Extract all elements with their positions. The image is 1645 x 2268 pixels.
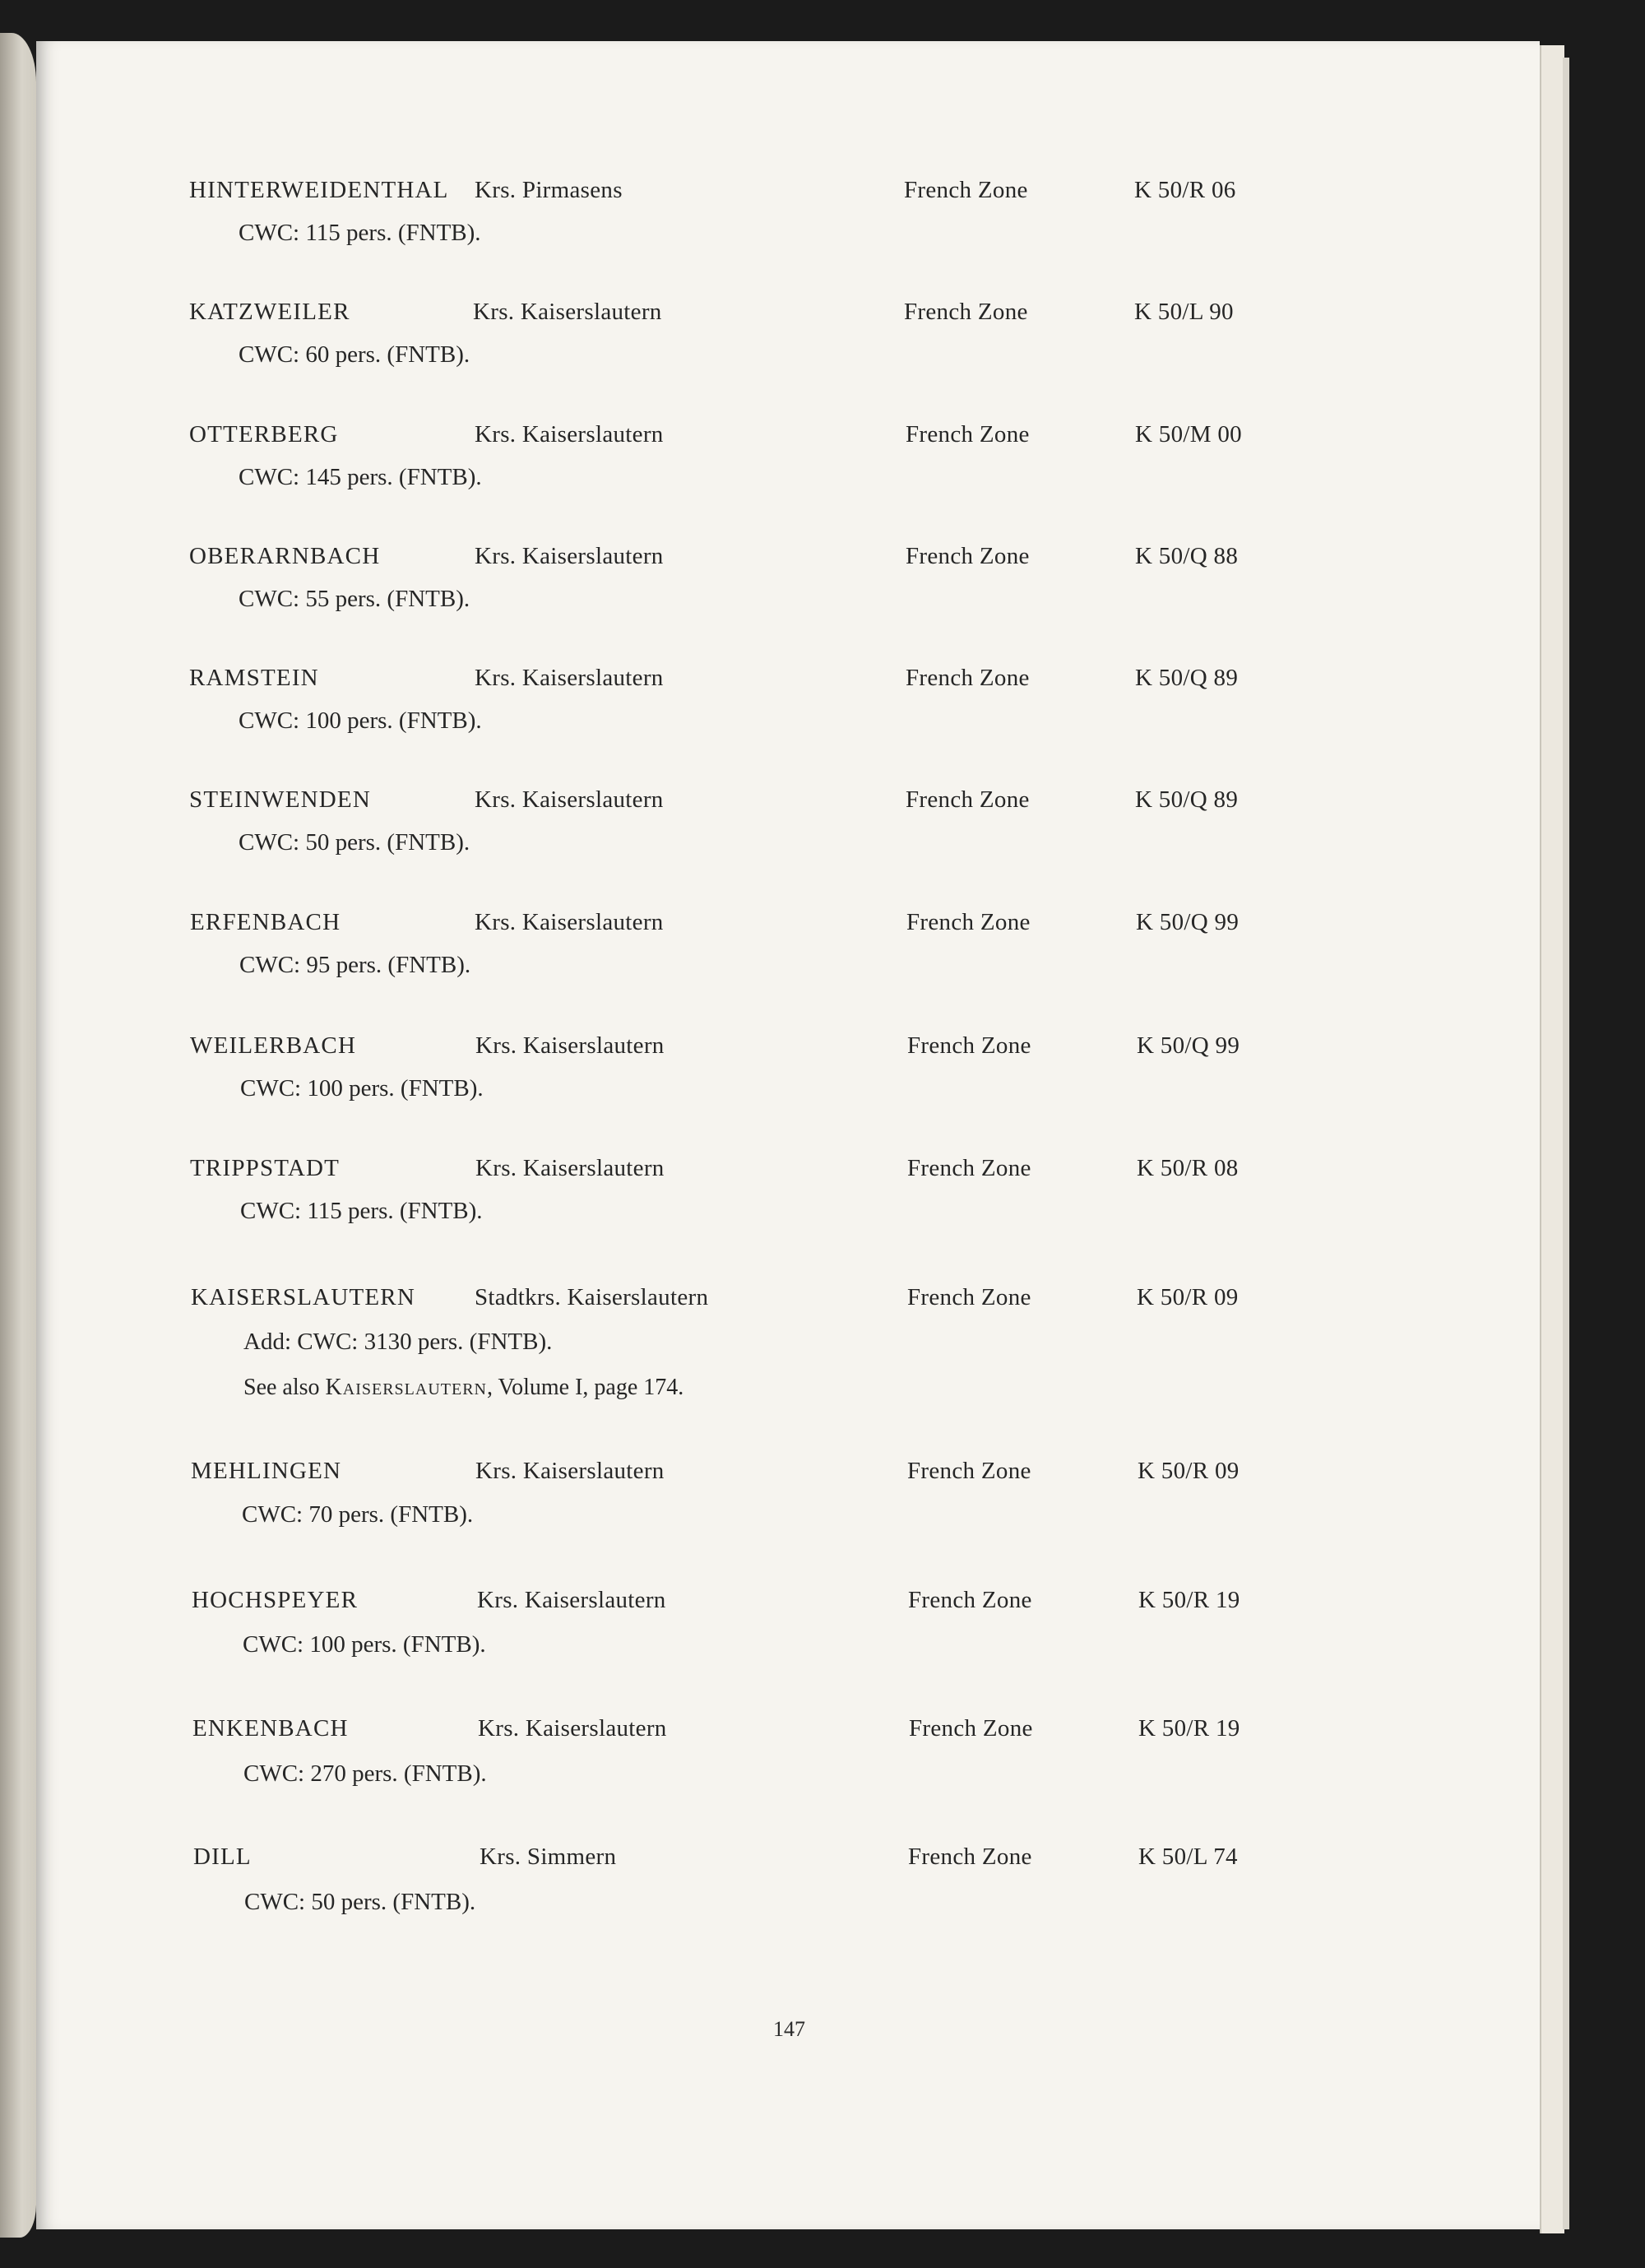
- district: Krs. Pirmasens: [475, 177, 623, 203]
- place-name: HOCHSPEYER: [192, 1587, 359, 1613]
- zone: French Zone: [904, 177, 1028, 203]
- place-name: OTTERBERG: [189, 421, 339, 448]
- see-also-name: Kaiserslautern: [325, 1375, 487, 1400]
- entry-detail: CWC: 115 pers. (FNTB).: [239, 220, 481, 246]
- map-reference: K 50/M 00: [1135, 421, 1242, 448]
- zone: French Zone: [906, 543, 1030, 569]
- place-name: RAMSTEIN: [189, 665, 319, 691]
- see-also-prefix: See also: [243, 1375, 320, 1400]
- facing-page-edge: [0, 33, 36, 2238]
- map-reference: K 50/R 08: [1137, 1155, 1239, 1181]
- district: Krs. Simmern: [480, 1844, 617, 1870]
- page-stack-edge: [1540, 45, 1564, 2233]
- zone: French Zone: [906, 665, 1030, 691]
- place-name: MEHLINGEN: [191, 1458, 342, 1484]
- map-reference: K 50/R 06: [1134, 177, 1236, 203]
- map-reference: K 50/L 74: [1138, 1844, 1238, 1870]
- entry-detail: CWC: 115 pers. (FNTB).: [240, 1198, 483, 1224]
- map-reference: K 50/R 09: [1137, 1284, 1239, 1310]
- map-reference: K 50/R 09: [1138, 1458, 1240, 1484]
- zone: French Zone: [907, 1032, 1031, 1059]
- entry-detail: CWC: 55 pers. (FNTB).: [239, 586, 470, 612]
- see-also-note: [243, 1375, 683, 1401]
- place-name: DILL: [193, 1844, 252, 1870]
- district: Krs. Kaiserslautern: [475, 543, 664, 569]
- place-name: ENKENBACH: [192, 1715, 349, 1742]
- entry-detail: CWC: 50 pers. (FNTB).: [239, 829, 470, 856]
- district: Krs. Kaiserslautern: [475, 421, 664, 448]
- zone: French Zone: [906, 786, 1030, 813]
- district: Krs. Kaiserslautern: [475, 1032, 665, 1059]
- entry-detail: CWC: 100 pers. (FNTB).: [243, 1631, 486, 1658]
- district: Krs. Kaiserslautern: [475, 909, 664, 935]
- district: Krs. Kaiserslautern: [475, 1458, 665, 1484]
- district: Krs. Kaiserslautern: [478, 1715, 667, 1742]
- map-reference: K 50/Q 99: [1137, 1032, 1240, 1059]
- place-name: KAISERSLAUTERN: [191, 1284, 415, 1310]
- zone: French Zone: [908, 1844, 1032, 1870]
- district: Krs. Kaiserslautern: [475, 1155, 665, 1181]
- place-name: WEILERBACH: [190, 1032, 357, 1059]
- map-reference: K 50/R 19: [1138, 1715, 1240, 1742]
- entry-detail: CWC: 60 pers. (FNTB).: [239, 341, 470, 368]
- map-reference: K 50/Q 99: [1136, 909, 1240, 935]
- entry-detail: CWC: 100 pers. (FNTB).: [239, 707, 482, 734]
- zone: French Zone: [907, 1284, 1031, 1310]
- zone: French Zone: [908, 1587, 1032, 1613]
- map-reference: K 50/Q 88: [1135, 543, 1239, 569]
- place-name: ERFENBACH: [190, 909, 341, 935]
- place-name: OBERARNBACH: [189, 543, 381, 569]
- entry-detail: CWC: 145 pers. (FNTB).: [239, 464, 482, 490]
- entry-detail: CWC: 270 pers. (FNTB).: [243, 1760, 487, 1787]
- place-name: STEINWENDEN: [189, 786, 371, 813]
- entry-detail: CWC: 50 pers. (FNTB).: [244, 1889, 476, 1915]
- zone: French Zone: [906, 421, 1030, 448]
- page-stack-edge-inner: [1563, 58, 1569, 2229]
- zone: French Zone: [909, 1715, 1033, 1742]
- district: Krs. Kaiserslautern: [477, 1587, 666, 1613]
- place-name: HINTERWEIDENTHAL: [189, 177, 449, 203]
- district: Krs. Kaiserslautern: [473, 299, 662, 325]
- book-page: [36, 41, 1540, 2229]
- see-also-suffix: , Volume I, page 174.: [486, 1375, 684, 1400]
- entry-detail: CWC: 95 pers. (FNTB).: [239, 952, 471, 978]
- map-reference: K 50/Q 89: [1135, 665, 1239, 691]
- zone: French Zone: [907, 1458, 1031, 1484]
- map-reference: K 50/R 19: [1138, 1587, 1240, 1613]
- map-reference: K 50/L 90: [1134, 299, 1234, 325]
- zone: French Zone: [907, 1155, 1031, 1181]
- place-name: KATZWEILER: [189, 299, 350, 325]
- zone: French Zone: [906, 909, 1031, 935]
- entry-detail: Add: CWC: 3130 pers. (FNTB).: [243, 1329, 553, 1355]
- place-name: TRIPPSTADT: [190, 1155, 341, 1181]
- entry-detail: CWC: 70 pers. (FNTB).: [242, 1501, 474, 1528]
- zone: French Zone: [904, 299, 1028, 325]
- district: Krs. Kaiserslautern: [475, 665, 664, 691]
- entry-detail: CWC: 100 pers. (FNTB).: [240, 1075, 484, 1102]
- map-reference: K 50/Q 89: [1135, 786, 1239, 813]
- district: Krs. Kaiserslautern: [475, 786, 664, 813]
- district: Stadtkrs. Kaiserslautern: [475, 1284, 709, 1310]
- page-number: 147: [773, 2017, 805, 2041]
